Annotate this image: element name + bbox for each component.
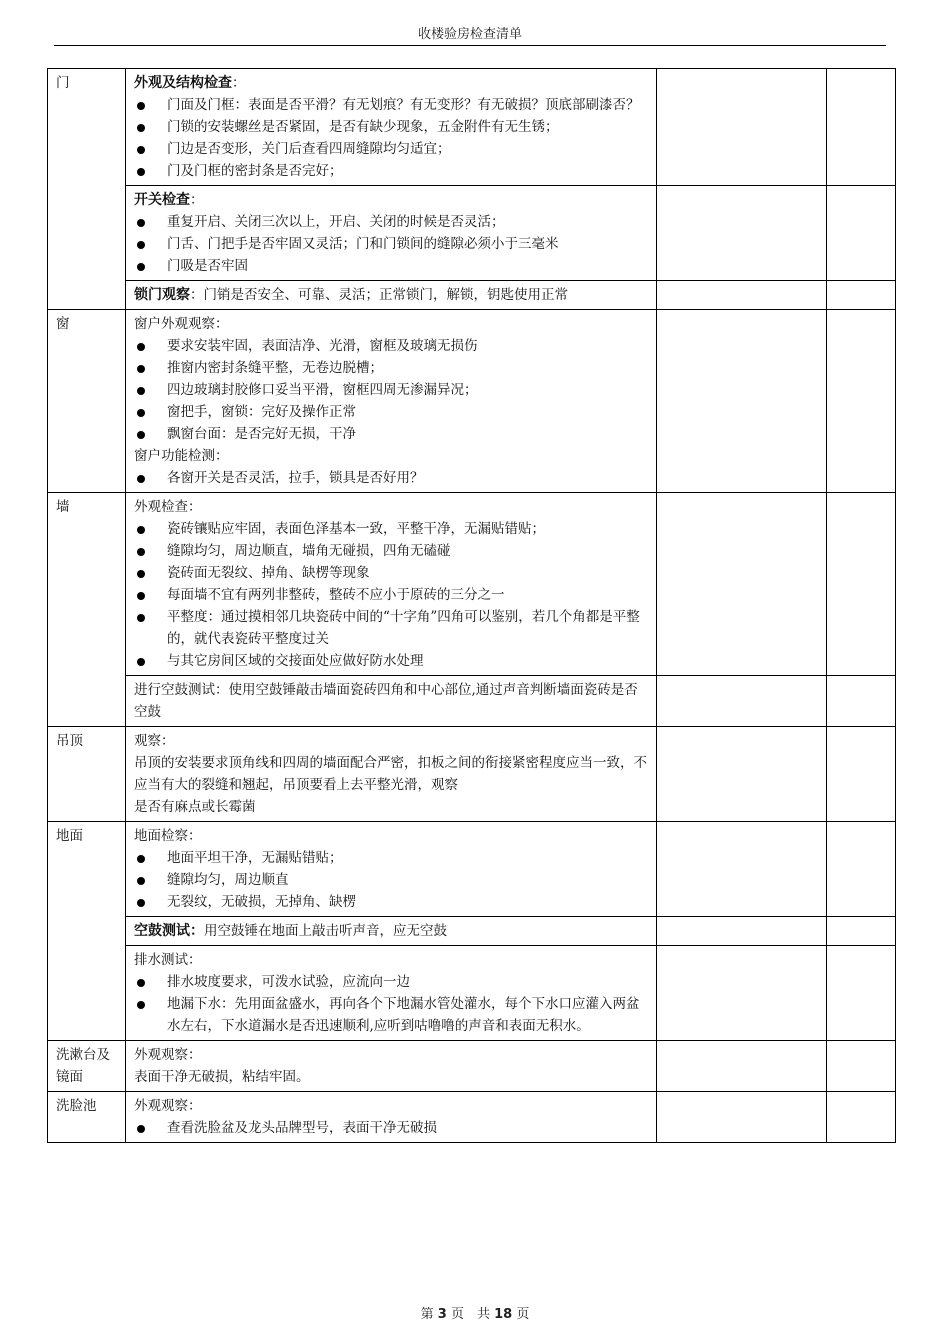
bullet-item [134, 116, 648, 138]
note-cell [827, 917, 896, 946]
bullet-item [134, 562, 648, 584]
bullet-item [134, 379, 648, 401]
result-cell [657, 186, 827, 281]
bullet-item [134, 335, 648, 357]
bullet-item [134, 1117, 648, 1139]
subsection-text: ： [232, 75, 246, 91]
inspection-cell [126, 822, 657, 917]
note-cell [827, 946, 896, 1041]
bullet-icon [137, 365, 145, 373]
bullet-icon [137, 1125, 145, 1133]
bullet-item [134, 540, 648, 562]
bullet-text: 各窗开关是否灵活，拉手，锁具是否好用？ [167, 470, 424, 486]
bullet-icon [137, 526, 145, 534]
bullet-text: 窗把手，窗锁：完好及操作正常 [167, 404, 356, 420]
bullet-icon [137, 1001, 145, 1009]
result-cell [657, 1092, 827, 1143]
bullet-icon [137, 570, 145, 578]
bullet-icon [137, 475, 145, 483]
inspection-cell [126, 917, 657, 946]
table-row [48, 822, 896, 917]
inspection-cell [126, 1041, 657, 1092]
bullet-text: 推窗内密封条缝平整，无卷边脱槽； [167, 360, 383, 376]
text-line: 窗户功能检测： [134, 448, 229, 464]
result-cell [657, 310, 827, 493]
category-cell: 洗脸池 [48, 1092, 126, 1143]
text-line: 外观检查： [134, 499, 202, 515]
note-cell [827, 310, 896, 493]
bullet-icon [137, 658, 145, 666]
note-cell [827, 822, 896, 917]
subsection-heading [134, 284, 648, 306]
result-cell [657, 69, 827, 186]
inspection-cell [126, 310, 657, 493]
bullet-text: 重复开启、关闭三次以上，开启、关闭的时候是否灵活； [167, 214, 505, 230]
category-cell: 窗 [48, 310, 126, 493]
page-header [54, 26, 886, 46]
bullet-item [134, 584, 648, 606]
bullet-text: 查看洗脸盆及龙头品牌型号，表面干净无破损 [167, 1120, 437, 1136]
bullet-text: 瓷砖面无裂纹、掉角、缺楞等现象 [167, 565, 370, 581]
bullet-icon [137, 241, 145, 249]
bullet-text: 四边玻璃封胶修口妥当平滑，窗框四周无渗漏异况； [167, 382, 478, 398]
bullet-item [134, 423, 648, 445]
inspection-cell [126, 946, 657, 1041]
bullet-text: 与其它房间区域的交接面处应做好防水处理 [167, 653, 424, 669]
note-cell [827, 493, 896, 676]
bullet-item [134, 847, 648, 869]
inspection-cell [126, 1092, 657, 1143]
bullet-text: 地面平坦干净，无漏贴错贴； [167, 850, 343, 866]
result-cell [657, 493, 827, 676]
bullet-text: 缝隙均匀，周边顺直 [167, 872, 289, 888]
bullet-icon [137, 592, 145, 600]
subsection-title: 空鼓测试： [134, 923, 204, 939]
table-row [48, 917, 896, 946]
result-cell [657, 1041, 827, 1092]
table-row [48, 727, 896, 822]
subsection-text: ：门销是否安全、可靠、灵活；正常锁门，解锁，钥匙使用正常 [190, 287, 568, 303]
bullet-text: 门吸是否牢固 [167, 258, 248, 274]
bullet-item [134, 255, 648, 277]
subsection-heading [134, 920, 648, 942]
bullet-icon [137, 343, 145, 351]
footer-mid: 页 共 [450, 1307, 490, 1322]
page-number: 3 [437, 1307, 447, 1322]
text-line: 是否有麻点或长霉菌 [134, 799, 256, 815]
result-cell [657, 281, 827, 310]
table-row [48, 1092, 896, 1143]
subsection-title: 锁门观察 [134, 287, 190, 303]
bullet-item [134, 357, 648, 379]
bullet-text: 缝隙均匀，周边顺直，墙角无碰损，四角无磕碰 [167, 543, 451, 559]
table-row [48, 493, 896, 676]
bullet-text: 门边是否变形，关门后查看四周缝隙均匀适宜； [167, 141, 451, 157]
text-line: 地面检察： [134, 828, 202, 844]
bullet-icon [137, 899, 145, 907]
bullet-item [134, 211, 648, 233]
inspection-cell [126, 186, 657, 281]
bullet-item [134, 467, 648, 489]
table-row [48, 310, 896, 493]
text-line: 表面干净无破损，粘结牢固。 [134, 1069, 310, 1085]
bullet-item [134, 160, 648, 182]
bullet-icon [137, 102, 145, 110]
bullet-icon [137, 877, 145, 885]
bullet-icon [137, 146, 145, 154]
page-total: 18 [494, 1307, 513, 1322]
page-footer [0, 1306, 950, 1324]
subsection-title: 开关检查 [134, 192, 190, 208]
checklist-table [47, 68, 896, 1143]
category-cell: 墙 [48, 493, 126, 727]
text-line: 观察： [134, 733, 175, 749]
subsection-text: 用空鼓锤在地面上敲击听声音，应无空鼓 [204, 923, 447, 939]
category-cell: 洗漱台及镜面 [48, 1041, 126, 1092]
bullet-icon [137, 614, 145, 622]
text-line: 外观观察： [134, 1047, 202, 1063]
bullet-text: 门及门框的密封条是否完好； [167, 163, 343, 179]
bullet-item [134, 971, 648, 993]
bullet-item [134, 606, 648, 650]
note-cell [827, 1041, 896, 1092]
table-row [48, 186, 896, 281]
bullet-icon [137, 219, 145, 227]
checklist-body [48, 69, 896, 1143]
note-cell [827, 676, 896, 727]
text-line: 进行空鼓测试：使用空鼓锤敲击墙面瓷砖四角和中心部位,通过声音判断墙面瓷砖是否空鼓 [134, 682, 638, 720]
bullet-item [134, 138, 648, 160]
category-cell: 吊顶 [48, 727, 126, 822]
inspection-cell [126, 493, 657, 676]
category-cell: 门 [48, 69, 126, 310]
bullet-icon [137, 263, 145, 271]
result-cell [657, 946, 827, 1041]
bullet-item [134, 869, 648, 891]
result-cell [657, 822, 827, 917]
bullet-icon [137, 124, 145, 132]
inspection-cell [126, 281, 657, 310]
bullet-text: 无裂纹，无破损，无掉角、缺楞 [167, 894, 356, 910]
header-title: 收楼验房检查清单 [417, 27, 522, 42]
bullet-text: 瓷砖镶贴应牢固，表面色泽基本一致，平整干净，无漏贴错贴； [167, 521, 545, 537]
bullet-text: 要求安装牢固，表面洁净、光滑，窗框及玻璃无损伤 [167, 338, 478, 354]
bullet-text: 门舌、门把手是否牢固又灵活；门和门锁间的缝隙必须小于三毫米 [167, 236, 559, 252]
bullet-item [134, 401, 648, 423]
inspection-cell [126, 676, 657, 727]
footer-suffix: 页 [516, 1307, 530, 1322]
bullet-item [134, 650, 648, 672]
table-row [48, 69, 896, 186]
bullet-text: 门面及门框：表面是否平滑？有无划痕？有无变形？有无破损？顶底部刷漆否？ [167, 97, 640, 113]
text-line: 排水测试： [134, 952, 202, 968]
bullet-icon [137, 387, 145, 395]
result-cell [657, 727, 827, 822]
bullet-icon [137, 855, 145, 863]
bullet-item [134, 518, 648, 540]
text-line: 吊顶的安装要求顶角线和四周的墙面配合严密，扣板之间的衔接紧密程度应当一致，不应当有大的裂缝和翘起，吊顶要看上去平整光滑，观察 [134, 755, 647, 793]
result-cell [657, 917, 827, 946]
text-line: 外观观察： [134, 1098, 202, 1114]
subsection-heading [134, 189, 648, 211]
table-row [48, 946, 896, 1041]
note-cell [827, 727, 896, 822]
inspection-cell [126, 727, 657, 822]
bullet-item [134, 891, 648, 913]
table-row [48, 281, 896, 310]
result-cell [657, 676, 827, 727]
bullet-icon [137, 431, 145, 439]
bullet-text: 门锁的安装螺丝是否紧固，是否有缺少现象，五金附件有无生锈； [167, 119, 559, 135]
text-line: 窗户外观观察： [134, 316, 229, 332]
bullet-item [134, 94, 648, 116]
bullet-text: 地漏下水：先用面盆盛水，再向各个下地漏水管处灌水，每个下水口应灌入两盆水左右，下水道漏水是否迅速顺利,应听到咕噜噜的声音和表面无积水。 [167, 996, 640, 1034]
bullet-icon [137, 548, 145, 556]
subsection-text: ： [190, 192, 204, 208]
category-cell: 地面 [48, 822, 126, 1041]
bullet-text: 平整度：通过摸相邻几块瓷砖中间的“十字角”四角可以鉴别，若几个角都是平整的，就代表瓷砖平整度过关 [167, 609, 640, 647]
table-row [48, 1041, 896, 1092]
inspection-cell [126, 69, 657, 186]
bullet-icon [137, 409, 145, 417]
bullet-text: 飘窗台面：是否完好无损，干净 [167, 426, 356, 442]
footer-prefix: 第 [420, 1307, 434, 1322]
bullet-item [134, 233, 648, 255]
note-cell [827, 69, 896, 186]
bullet-text: 排水坡度要求，可泼水试验，应流向一边 [167, 974, 410, 990]
note-cell [827, 186, 896, 281]
subsection-heading [134, 72, 648, 94]
note-cell [827, 1092, 896, 1143]
subsection-title: 外观及结构检查 [134, 75, 232, 91]
bullet-icon [137, 168, 145, 176]
bullet-text: 每面墙不宜有两列非整砖，整砖不应小于原砖的三分之一 [167, 587, 505, 603]
bullet-item [134, 993, 648, 1037]
bullet-icon [137, 979, 145, 987]
table-row [48, 676, 896, 727]
note-cell [827, 281, 896, 310]
